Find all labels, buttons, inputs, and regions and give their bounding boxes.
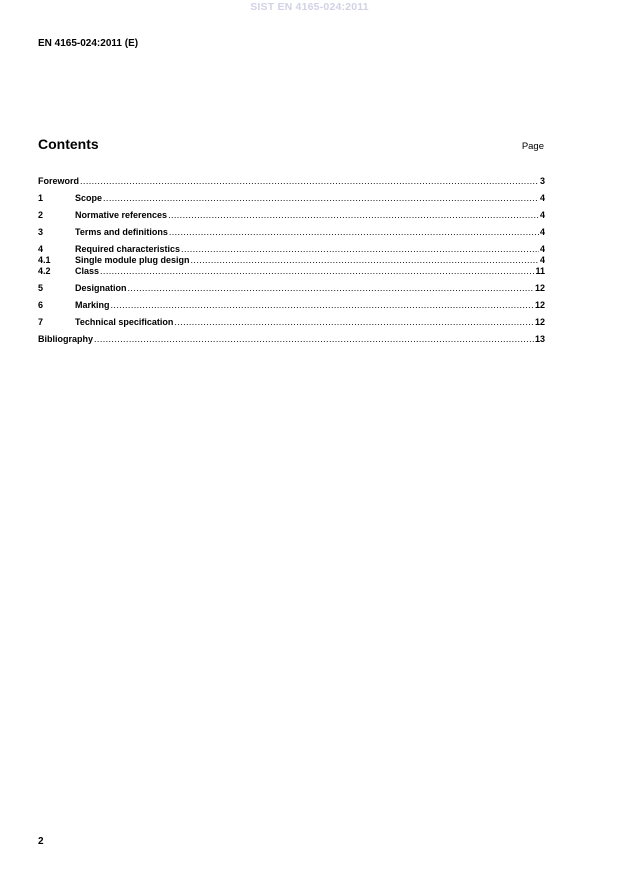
toc-dot-leader bbox=[80, 176, 539, 187]
toc-entry-foreword[interactable] bbox=[38, 176, 545, 187]
toc-dot-leader bbox=[111, 300, 534, 311]
toc-entry-designation[interactable] bbox=[38, 283, 545, 294]
page-column-label: Page bbox=[521, 141, 544, 152]
toc-dot-leader bbox=[128, 283, 534, 294]
toc-dot-leader bbox=[181, 244, 539, 255]
toc-entry-page: 13 bbox=[534, 334, 545, 344]
toc-dot-leader bbox=[169, 227, 539, 238]
toc-entry-page: 4 bbox=[539, 227, 545, 237]
toc-entry-normative-references[interactable] bbox=[38, 210, 545, 221]
toc-entry-bibliography[interactable] bbox=[38, 334, 545, 345]
toc-entry-number: 7 bbox=[38, 317, 44, 327]
page-number: 2 bbox=[38, 836, 44, 847]
toc-entry-title: Class bbox=[75, 266, 100, 276]
toc-dot-leader bbox=[103, 193, 539, 204]
toc-entry-class[interactable] bbox=[38, 266, 545, 277]
toc-entry-title: Marking bbox=[75, 300, 110, 310]
contents-heading: Contents bbox=[38, 136, 99, 152]
toc-entry-page: 11 bbox=[535, 266, 545, 276]
toc-entry-number: 1 bbox=[38, 193, 44, 203]
toc-entry-title: Required characteristics bbox=[75, 244, 181, 254]
toc-dot-leader bbox=[174, 317, 534, 328]
toc-entry-title: Bibliography bbox=[38, 334, 94, 344]
toc-entry-page: 4 bbox=[539, 193, 545, 203]
toc-entry-number: 4.2 bbox=[38, 266, 51, 276]
toc-entry-page: 4 bbox=[539, 244, 545, 254]
toc-entry-title: Terms and definitions bbox=[75, 227, 168, 237]
toc-entry-page: 12 bbox=[534, 300, 545, 310]
toc-entry-page: 4 bbox=[539, 255, 545, 265]
toc-entry-title: Scope bbox=[75, 193, 103, 203]
toc-entry-title: Foreword bbox=[38, 176, 80, 186]
toc-entry-page: 12 bbox=[534, 317, 545, 327]
toc-entry-number: 2 bbox=[38, 210, 44, 220]
table-of-contents bbox=[38, 176, 545, 345]
toc-entry-number: 6 bbox=[38, 300, 44, 310]
toc-dot-leader bbox=[94, 334, 534, 345]
toc-entry-page: 12 bbox=[534, 283, 545, 293]
toc-entry-number: 4 bbox=[38, 244, 44, 254]
watermark: SIST EN 4165-024:2011 bbox=[250, 1, 369, 13]
toc-dot-leader bbox=[168, 210, 539, 221]
toc-entry-title: Designation bbox=[75, 283, 127, 293]
toc-entry-number: 5 bbox=[38, 283, 44, 293]
toc-entry-marking[interactable] bbox=[38, 300, 545, 311]
toc-entry-technical-specification[interactable] bbox=[38, 317, 545, 328]
toc-entry-page: 4 bbox=[539, 210, 545, 220]
toc-entry-single-module-plug-design[interactable] bbox=[38, 255, 545, 266]
toc-entry-title: Technical specification bbox=[75, 317, 174, 327]
toc-entry-number: 4.1 bbox=[38, 255, 51, 265]
toc-dot-leader bbox=[100, 266, 534, 277]
toc-entry-title: Single module plug design bbox=[75, 255, 190, 265]
toc-entry-title: Normative references bbox=[75, 210, 168, 220]
toc-entry-scope[interactable] bbox=[38, 193, 545, 204]
toc-dot-leader bbox=[191, 255, 539, 266]
toc-entry-required-characteristics[interactable] bbox=[38, 244, 545, 255]
toc-entry-page: 3 bbox=[539, 176, 545, 186]
toc-entry-terms-and-definitions[interactable] bbox=[38, 227, 545, 238]
document-id: EN 4165-024:2011 (E) bbox=[38, 38, 139, 49]
toc-entry-number: 3 bbox=[38, 227, 44, 237]
